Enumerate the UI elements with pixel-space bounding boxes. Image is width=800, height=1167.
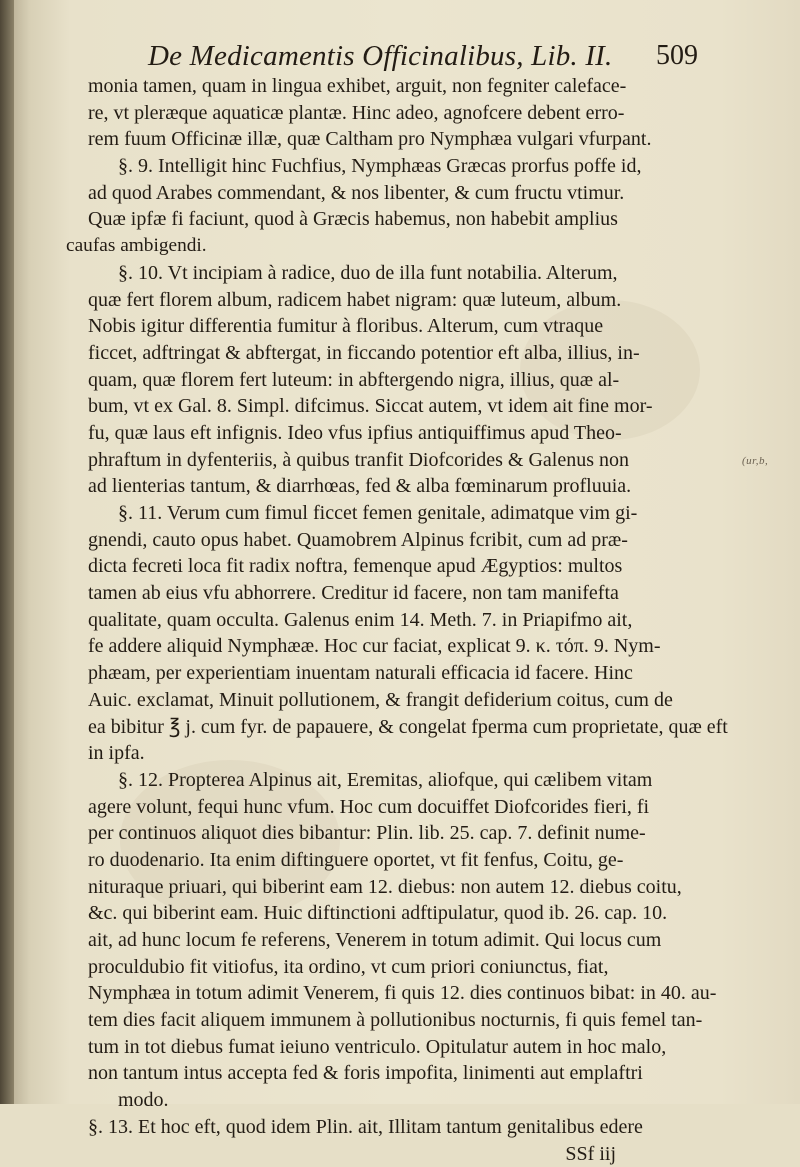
text-line: dicta fecreti loca fit radix noftra, femenque apud Ægyptios: multos: [88, 553, 728, 580]
text-line: fu, quæ laus eft infignis. Ideo vfus ipfius antiquiffimus apud Theo-: [88, 420, 728, 447]
text-line: quam, quæ florem fert luteum: in abftergendo nigra, illius, quæ al-: [88, 367, 728, 394]
running-header: [58, 40, 698, 76]
text-line: §. 9. Intelligit hinc Fuchfius, Nymphæas Græcas prorfus poffe id,: [88, 153, 728, 180]
text-line: rem fuum Officinæ illæ, quæ Caltham pro Nymphæa vulgari vfurpant.: [88, 126, 728, 153]
text-line: monia tamen, quam in lingua exhibet, arguit, non fegniter caleface-: [88, 73, 728, 100]
text-line: tamen ab eius vfu abhorrere. Creditur id facere, non tam manifefta: [88, 580, 728, 607]
text-line: ea bibitur ℥ j. cum fyr. de papauere, & congelat fperma cum proprietate, quæ eft: [88, 714, 728, 741]
text-line: caufas ambigendi.: [66, 233, 728, 260]
text-line: §. 13. Et hoc eft, quod idem Plin. ait, Illitam tantum genitalibus edere: [88, 1114, 728, 1141]
text-line: ficcet, adftringat & abftergat, in ficcando potentior eft alba, illius, in-: [88, 340, 728, 367]
text-line: fe addere aliquid Nymphææ. Hoc cur faciat, explicat 9. κ. τόπ. 9. Nym-: [88, 633, 728, 660]
text-line: qualitate, quam occulta. Galenus enim 14. Meth. 7. in Priapifmo ait,: [88, 607, 728, 634]
text-line: non tantum intus accepta fed & foris impofita, linimenti aut emplaftri: [88, 1060, 728, 1087]
text-line: &c. qui biberint eam. Huic diftinctioni adftipulatur, quod ib. 26. cap. 10.: [88, 900, 728, 927]
text-line: modo.: [88, 1087, 728, 1114]
text-line: re, vt pleræque aquaticæ plantæ. Hinc adeo, agnofcere debent erro-: [88, 100, 728, 127]
text-line: ro duodenario. Ita enim diftinguere oportet, vt fit fenfus, Coitu, ge-: [88, 847, 728, 874]
text-line: Quæ ipfæ fi faciunt, quod à Græcis habemus, non habebit amplius: [88, 206, 728, 233]
text-line: Nobis igitur differentia fumitur à floribus. Alterum, cum vtraque: [88, 313, 728, 340]
text-line: §. 10. Vt incipiam à radice, duo de illa funt notabilia. Alterum,: [88, 260, 728, 287]
text-line: phraftum in dyfenteriis, à quibus tranfit Diofcorides & Galenus non: [88, 447, 728, 474]
signature-mark: SSf iij: [88, 1141, 728, 1167]
text-line: tem dies facit aliquem immunem à pollutionibus nocturnis, fi quis femel tan-: [88, 1007, 728, 1034]
running-title: De Medicamentis Officinalibus, Lib. II.: [148, 40, 612, 73]
text-line: gnendi, cauto opus habet. Quamobrem Alpinus fcribit, cum ad præ-: [88, 527, 728, 554]
text-line: tum in tot diebus fumat ieiuno ventriculo. Opitulatur autem in hoc malo,: [88, 1034, 728, 1061]
text-line: Nymphæa in totum adimit Venerem, fi quis 12. dies continuos bibat: in 40. au-: [88, 980, 728, 1007]
margin-note: (ur,b,: [742, 455, 768, 467]
text-line: ad quod Arabes commendant, & nos libenter, & cum fructu vtimur.: [88, 180, 728, 207]
page-number: 509: [656, 40, 698, 72]
text-line: bum, vt ex Gal. 8. Simpl. difcimus. Siccat autem, vt idem ait fine mor-: [88, 393, 728, 420]
text-line: §. 12. Propterea Alpinus ait, Eremitas, aliofque, qui cælibem vitam: [88, 767, 728, 794]
text-line: ad lienterias tantum, & diarrhœas, fed & alba fœminarum profluuia.: [88, 473, 728, 500]
text-line: phæam, per experientiam inuentam naturali efficacia id facere. Hinc: [88, 660, 728, 687]
text-line: in ipfa.: [88, 740, 728, 767]
text-line: quæ fert florem album, radicem habet nigram: quæ luteum, album.: [88, 287, 728, 314]
text-body: [88, 73, 728, 1167]
text-line: per continuos aliquot dies bibantur: Plin. lib. 25. cap. 7. definit nume-: [88, 820, 728, 847]
text-line: Auic. exclamat, Minuit pollutionem, & frangit defiderium coitus, cum de: [88, 687, 728, 714]
book-gutter: [0, 0, 14, 1104]
text-line: agere volunt, fequi hunc vfum. Hoc cum docuiffet Diofcorides fieri, fi: [88, 794, 728, 821]
text-line: §. 11. Verum cum fimul ficcet femen genitale, adimatque vim gi-: [88, 500, 728, 527]
text-line: proculdubio fit vitiofus, ita ordino, vt cum priori coniunctus, fiat,: [88, 954, 728, 981]
text-line: ait, ad hunc locum fe referens, Venerem in totum adimit. Qui locus cum: [88, 927, 728, 954]
text-line: nituraque priuari, qui biberint eam 12. diebus: non autem 12. diebus coitu,: [88, 874, 728, 901]
